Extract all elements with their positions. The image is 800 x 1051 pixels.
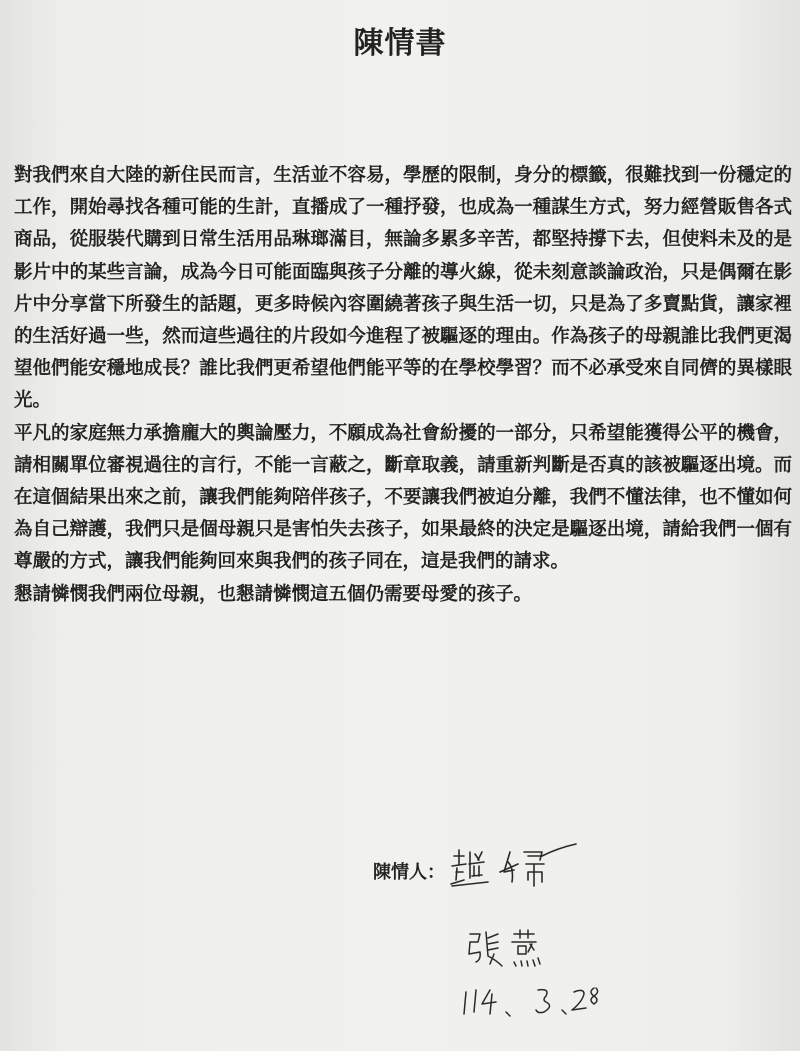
petitioner-label: 陳情人： xyxy=(373,862,445,883)
paragraph-3: 懇請憐憫我們兩位母親，也懇請憐憫這五個仍需要母愛的孩子。 xyxy=(14,583,533,605)
handwritten-signature-2 xyxy=(466,926,556,974)
paragraph-1: 對我們來自大陸的新住民而言，生活並不容易，學歷的限制，身分的標籤，很難找到一份穩定的工作，開始尋找各種可能的生計，直播成了一種抒發，也成為一種謀生方式，努力經營販售各式商品，從服裝代購到日常生活用品琳瑯滿目，無論多累多辛苦，都堅持撐下去，但使料未及的是影片中的某些言論，成為今日可能面臨與孩子分離的導火線，從未刻意談論政治，只是偶爾在影片中分享當下所發生的話題，更多時候內容圍繞著孩子與生活一切，只是為了多賣點貨，讓家裡的生活好過一些，然而這些過往的片段如今進程了被驅逐的理由。作為孩子的母親誰比我們更渴望他們能安穩地成長？誰比我們更希望他們能平等的在學校學習？而不必承受來自同儕的異樣眼光。 xyxy=(14,165,792,412)
document-title: 陳情書 xyxy=(353,26,447,61)
handwritten-date xyxy=(458,980,608,1022)
document-body xyxy=(14,160,792,611)
handwritten-signature-1 xyxy=(448,842,588,898)
paragraph-2: 平凡的家庭無力承擔龐大的輿論壓力，不願成為社會紛擾的一部分，只希望能獲得公平的機會，請相關單位審視過往的言行，不能一言蔽之，斷章取義，請重新判斷是否真的該被驅逐出境。而在這個結果出來之前，讓我們能夠陪伴孩子，不要讓我們被迫分離，我們不懂法律，也不懂如何為自己辯護，我們只是個母親只是害怕失去孩子，如果最終的決定是驅逐出境，請給我們一個有尊嚴的方式，讓我們能夠回來與我們的孩子同在，這是我們的請求。 xyxy=(14,422,792,573)
